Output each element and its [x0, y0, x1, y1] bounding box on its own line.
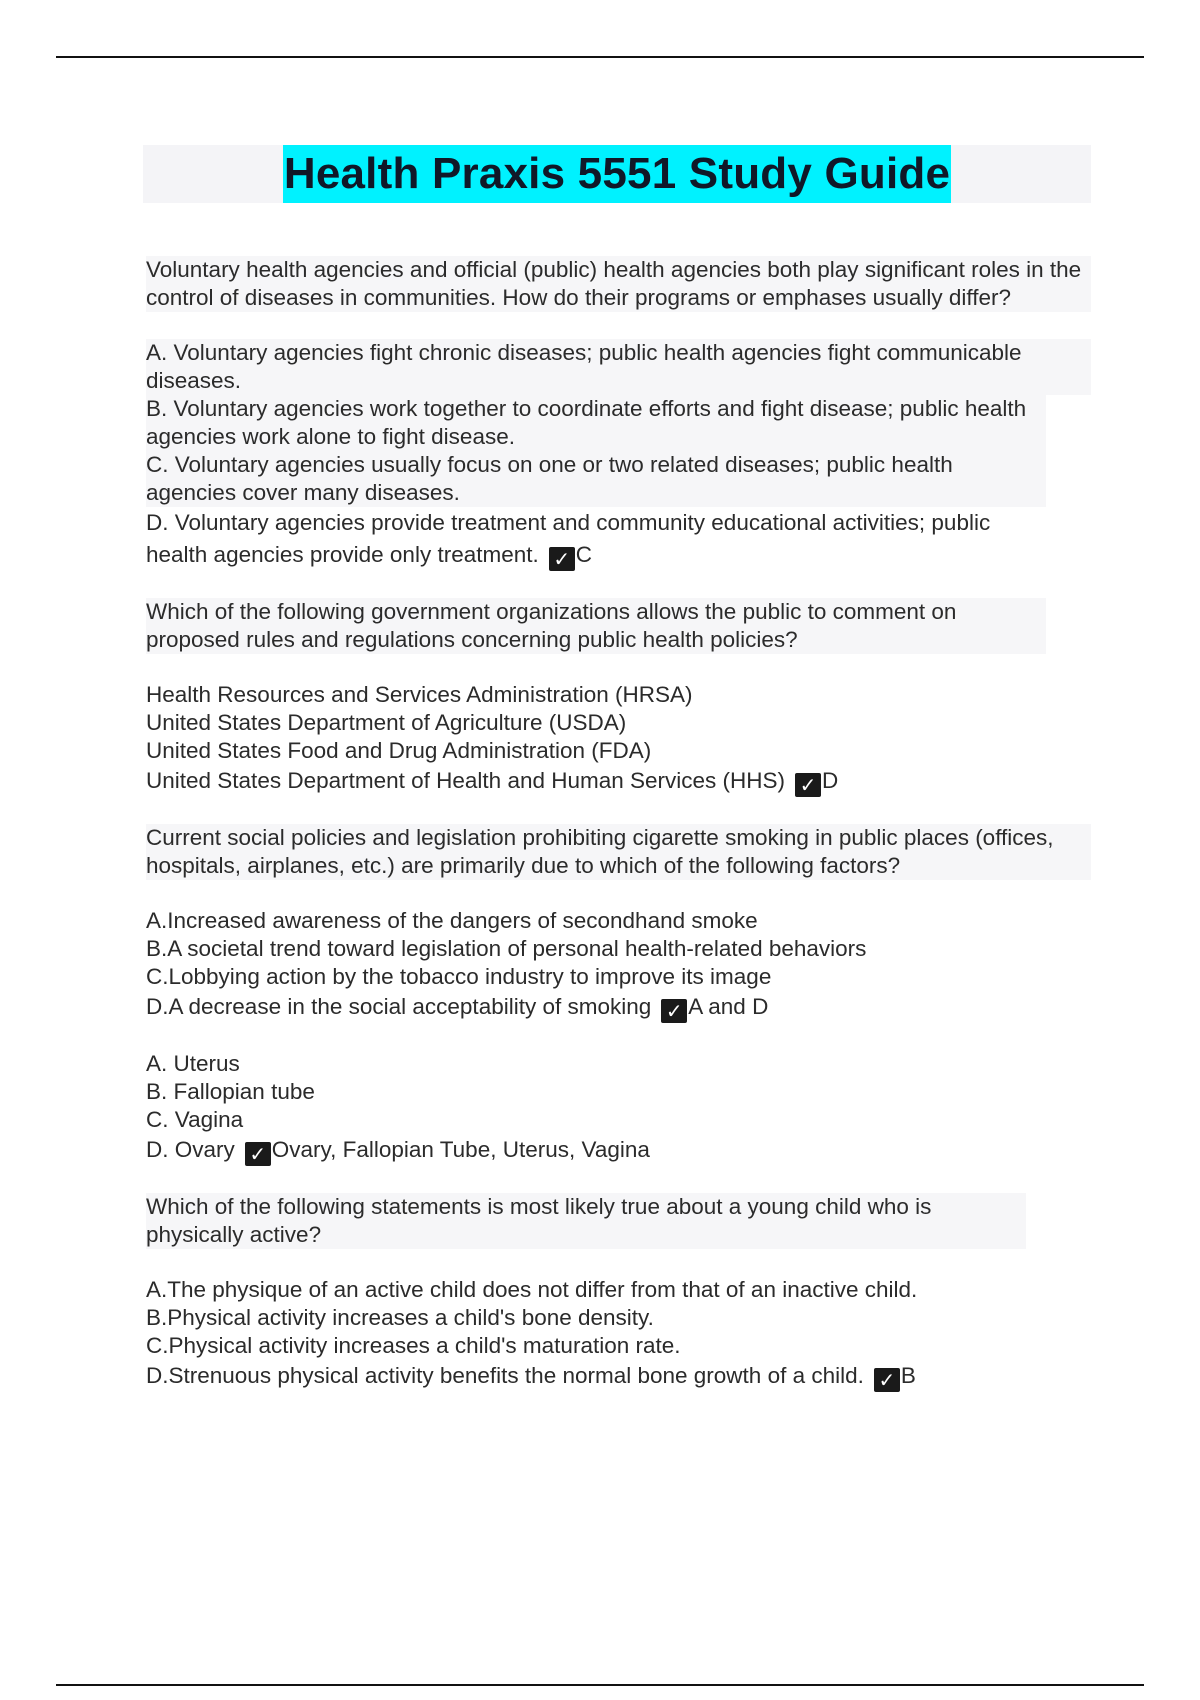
answer-option-last	[146, 991, 1096, 1023]
answer-option: C.Lobbying action by the tobacco industry to improve its image	[146, 964, 772, 989]
question-stem: Which of the following government organizations allows the public to comment on proposed rules and regulations concerning public health policies?	[146, 598, 1046, 654]
answer-option: C. Vagina	[146, 1107, 244, 1132]
answer-option-last	[146, 507, 1051, 571]
answer-option-text: D.Strenuous physical activity benefits the normal bone growth of a child.	[146, 1363, 864, 1388]
check-mark-icon: ✓	[661, 999, 687, 1023]
question-list	[146, 256, 1096, 1419]
question-stem: Which of the following statements is most likely true about a young child who is physically active?	[146, 1193, 1026, 1249]
answer-options-4	[146, 1050, 1096, 1166]
answer-option: A. Uterus	[146, 1051, 240, 1076]
answer-option: United States Food and Drug Administration (FDA)	[146, 738, 652, 763]
answer-option: B.Physical activity increases a child's bone density.	[146, 1305, 654, 1330]
answer-options-1	[146, 339, 1096, 571]
answer-option: A. Voluntary agencies fight chronic diseases; public health agencies fight communicable diseases.	[146, 339, 1091, 395]
answer-option-text: United States Department of Health and Human Services (HHS)	[146, 768, 786, 793]
answer-option-last	[146, 1134, 1096, 1166]
answer-option-last	[146, 1360, 1096, 1392]
top-rule	[56, 56, 1144, 58]
question-block-2	[146, 598, 1096, 654]
check-mark-icon: ✓	[549, 547, 575, 571]
answer-option: United States Department of Agriculture (USDA)	[146, 710, 627, 735]
answer-option-text: D.A decrease in the social acceptability of smoking	[146, 994, 652, 1019]
answer-option-last	[146, 765, 1096, 797]
question-block-1	[146, 256, 1096, 312]
answer-option: A.Increased awareness of the dangers of secondhand smoke	[146, 908, 758, 933]
bottom-rule	[56, 1684, 1144, 1686]
answer-key: B	[900, 1363, 916, 1388]
answer-option: A.The physique of an active child does not differ from that of an inactive child.	[146, 1277, 918, 1302]
question-stem: Current social policies and legislation prohibiting cigarette smoking in public places (offices, hospitals, airplanes, etc.) are primarily due to which of the following factors?	[146, 824, 1091, 880]
title-band	[143, 145, 1091, 203]
question-stem: Voluntary health agencies and official (public) health agencies both play significant roles in the control of diseases in communities. How do their programs or emphases usually differ?	[146, 256, 1091, 312]
answer-key: C	[575, 542, 592, 567]
answer-options-2	[146, 681, 1096, 797]
answer-options-3	[146, 907, 1096, 1023]
answer-options-5	[146, 1276, 1096, 1392]
question-block-5	[146, 1193, 1096, 1249]
check-mark-icon: ✓	[245, 1142, 271, 1166]
answer-option: B.A societal trend toward legislation of personal health-related behaviors	[146, 936, 867, 961]
page-title: Health Praxis 5551 Study Guide	[283, 145, 951, 203]
answer-option: C.Physical activity increases a child's maturation rate.	[146, 1333, 681, 1358]
check-mark-icon: ✓	[795, 773, 821, 797]
answer-option-text: D. Ovary	[146, 1137, 235, 1162]
check-mark-icon: ✓	[874, 1368, 900, 1392]
answer-key: Ovary, Fallopian Tube, Uterus, Vagina	[271, 1137, 650, 1162]
answer-option: C. Voluntary agencies usually focus on one or two related diseases; public health agencies cover many diseases.	[146, 451, 1046, 507]
answer-key: D	[822, 768, 839, 793]
answer-option: B. Fallopian tube	[146, 1079, 315, 1104]
answer-option-text: D. Voluntary agencies provide treatment and community educational activities; public health agencies provide only treatment.	[146, 510, 991, 567]
question-block-3	[146, 824, 1096, 880]
answer-option: Health Resources and Services Administration (HRSA)	[146, 682, 693, 707]
answer-option: B. Voluntary agencies work together to coordinate efforts and fight disease; public health agencies work alone to fight disease.	[146, 395, 1046, 451]
answer-key: A and D	[688, 994, 769, 1019]
